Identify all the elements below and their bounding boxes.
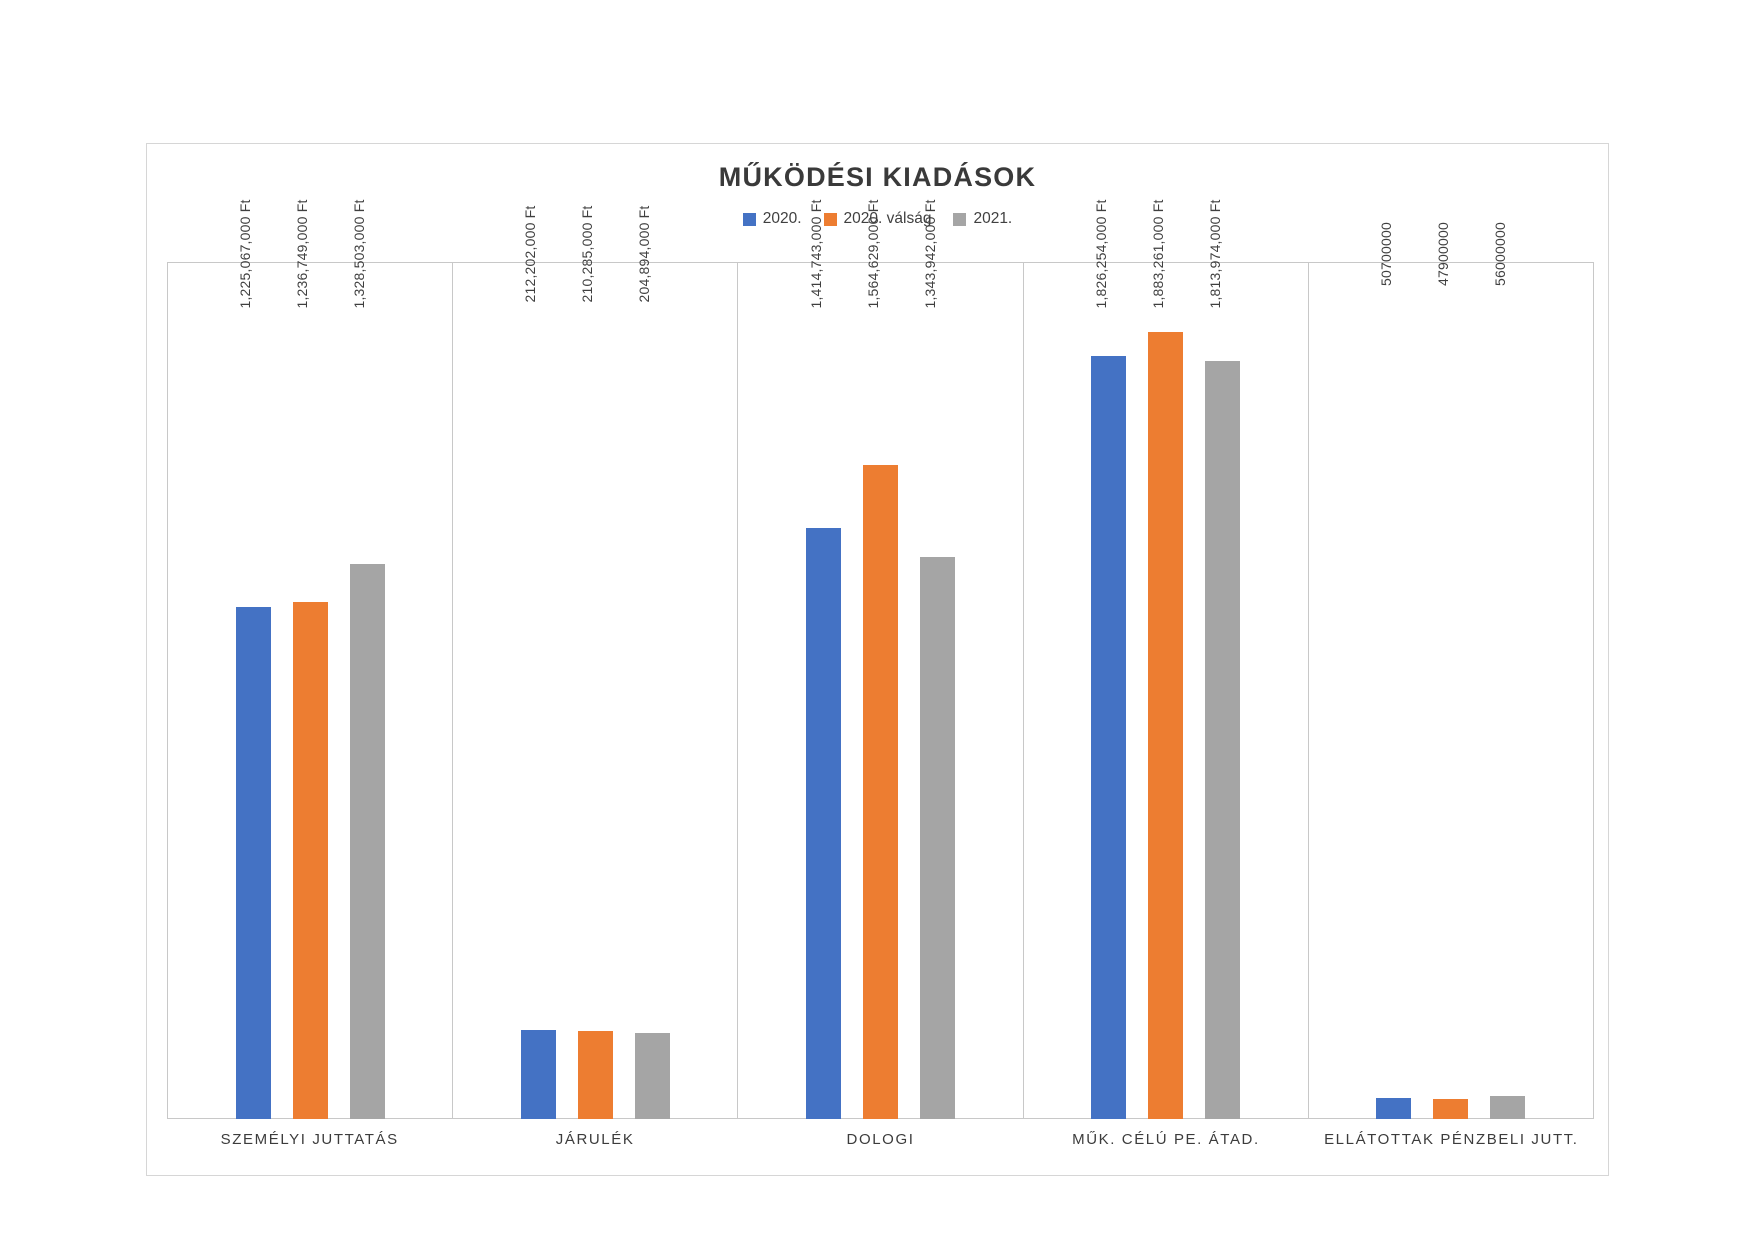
bar-value-label: 1,328,503,000 Ft [351, 199, 368, 309]
bar-group [167, 199, 452, 1119]
bar-group [1023, 199, 1308, 1119]
bar-item[interactable] [1148, 199, 1183, 1119]
bar-item[interactable] [236, 199, 271, 1119]
chart-container [146, 143, 1609, 1176]
bar-item[interactable] [806, 199, 841, 1119]
bar-group-bars [1024, 199, 1308, 1119]
bar-value-label: 1,826,254,000 Ft [1092, 199, 1109, 309]
bar-item[interactable] [350, 199, 385, 1119]
bar-value-label: 47900000 [1434, 222, 1451, 286]
bar-value-label: 1,414,743,000 Ft [807, 199, 824, 309]
bar-item[interactable] [863, 199, 898, 1119]
bar-item[interactable] [1376, 222, 1411, 1119]
bar-item[interactable] [578, 205, 613, 1119]
bar[interactable] [1205, 361, 1240, 1119]
bar[interactable] [863, 465, 898, 1119]
bar[interactable] [521, 1030, 556, 1119]
legend-label-2020: 2020. [762, 210, 802, 227]
category-label: SZEMÉLYI JUTTATÁS [220, 1131, 399, 1148]
bar[interactable] [1433, 1099, 1468, 1119]
category-label: DOLOGI [846, 1131, 915, 1148]
bar-item[interactable] [293, 199, 328, 1119]
bar[interactable] [350, 564, 385, 1119]
category-label: JÁRULÉK [555, 1131, 635, 1148]
bar-value-label: 1,813,974,000 Ft [1206, 199, 1223, 309]
bar-group [1308, 222, 1594, 1119]
bar-group-bars [1309, 222, 1593, 1119]
bar-value-label: 212,202,000 Ft [522, 205, 539, 303]
bar-value-label: 210,285,000 Ft [579, 205, 596, 303]
bar-item[interactable] [1205, 199, 1240, 1119]
bar-group-bars [453, 205, 737, 1119]
bar-item[interactable] [920, 199, 955, 1119]
bar[interactable] [806, 528, 841, 1119]
bar[interactable] [236, 607, 271, 1119]
chart-title: MŰKÖDÉSI KIADÁSOK [718, 162, 1037, 192]
legend-swatch-2020-valsag [824, 213, 837, 226]
bar-value-label: 1,883,261,000 Ft [1149, 199, 1166, 309]
legend-label-2021: 2021. [973, 210, 1013, 227]
bar[interactable] [635, 1033, 670, 1119]
bar[interactable] [1490, 1096, 1525, 1119]
bar-item[interactable] [635, 205, 670, 1119]
bar-group-bars [168, 199, 452, 1119]
bar[interactable] [293, 602, 328, 1119]
legend-label-2020-valsag: 2020. válság [843, 210, 932, 227]
bar-value-label: 204,894,000 Ft [636, 205, 653, 303]
legend-swatch-2021 [953, 213, 966, 226]
bar-value-label: 1,343,942,000 Ft [921, 199, 938, 309]
bar-item[interactable] [1490, 222, 1525, 1119]
bar-value-label: 1,564,629,000 Ft [864, 199, 881, 309]
bar-value-label: 50700000 [1377, 222, 1394, 286]
bar-value-label: 56000000 [1491, 222, 1508, 286]
bar-item[interactable] [521, 205, 556, 1119]
bar-value-label: 1,225,067,000 Ft [237, 199, 254, 309]
category-label: MŰK. CÉLÚ PE. ÁTAD. [1072, 1131, 1260, 1148]
bar-value-label: 1,236,749,000 Ft [294, 199, 311, 309]
bar-item[interactable] [1433, 222, 1468, 1119]
legend-item-2020[interactable] [743, 210, 802, 228]
legend-item-2021[interactable] [953, 210, 1012, 228]
category-axis [167, 1121, 1594, 1159]
bar[interactable] [920, 557, 955, 1119]
bar[interactable] [1148, 332, 1183, 1119]
legend-swatch-2020 [743, 213, 756, 226]
bar[interactable] [1091, 356, 1126, 1119]
bar[interactable] [1376, 1098, 1411, 1119]
bar-item[interactable] [1091, 199, 1126, 1119]
bar[interactable] [578, 1031, 613, 1119]
bar-group [452, 205, 737, 1119]
category-label: ELLÁTOTTAK PÉNZBELI JUTT. [1324, 1131, 1579, 1148]
